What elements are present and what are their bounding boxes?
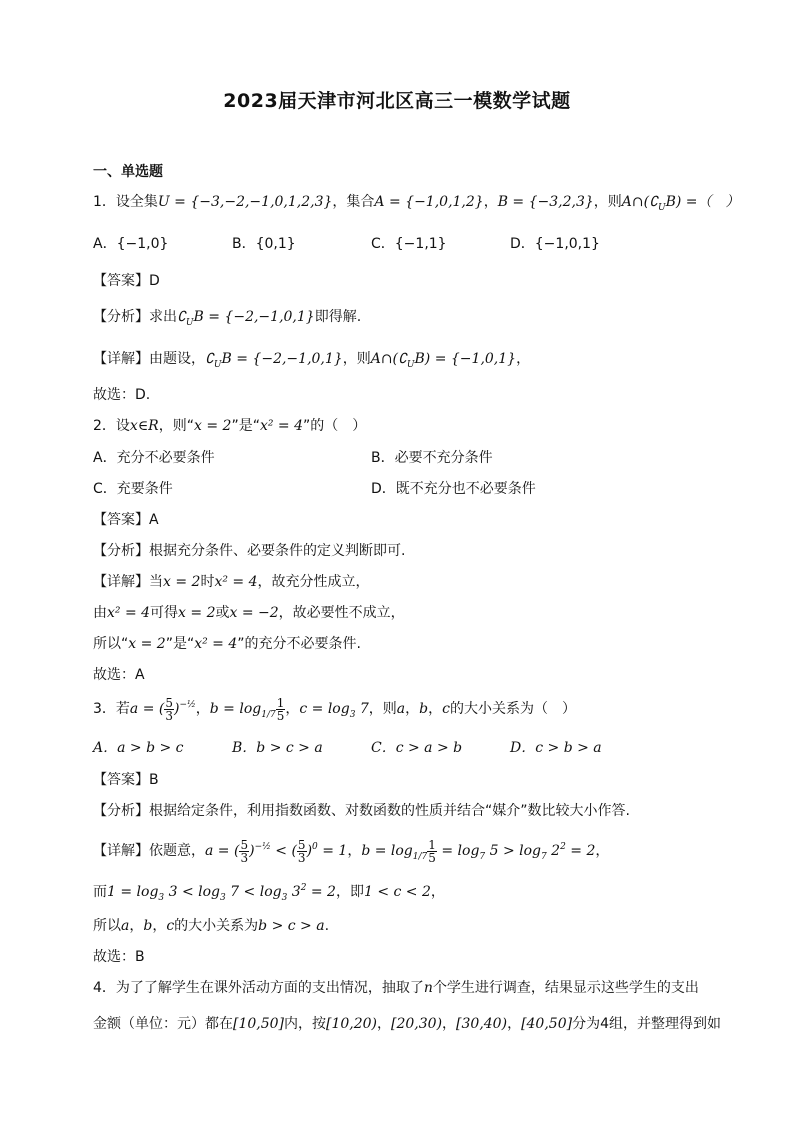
q1-analysis-math: ∁ — [177, 309, 186, 325]
q2-d2-c: 或 — [215, 605, 230, 621]
q3-d1-m6: b = log — [361, 843, 413, 859]
q1-analysis — [93, 308, 361, 332]
q3-d2-c: ， — [430, 884, 445, 900]
q3-c-base: 3 — [349, 710, 356, 720]
q4-line2-d: ， — [442, 1016, 457, 1032]
q2-d1-c: ，故充分性成立， — [257, 574, 370, 590]
q2-option-d: D．既不充分也不必要条件 — [371, 481, 536, 497]
q3-b-lhs: b = log — [209, 701, 262, 717]
q3-d1-a: 依题意， — [149, 843, 205, 859]
q2-conclusion: 故选：A — [93, 667, 145, 683]
q3-d1-n2: 5 — [297, 837, 306, 852]
q4-line1-m: n — [423, 980, 433, 996]
q4-line2-m4: [30,40) — [456, 1016, 508, 1032]
q1-set-a: A = {−1,0,1,2} — [374, 194, 484, 210]
q3-analysis-text: 根据给定条件，利用指数函数、对数函数的性质并结合“媒介”数比较大小作答. — [149, 803, 630, 819]
q3-d1-m10: = 2 — [565, 843, 596, 859]
q4-line2-m3: [20,30) — [391, 1016, 443, 1032]
section-heading: 一、单选题 — [93, 164, 163, 180]
q4-line2-b: 内，按 — [284, 1016, 327, 1032]
question-4-line-2 — [93, 1015, 721, 1033]
question-4-line-1 — [93, 979, 699, 997]
q3-d1-d2: 3 — [297, 850, 306, 865]
q3-d1-s2: 7 — [541, 852, 547, 862]
q3-d3-vc: c — [166, 918, 175, 934]
q1-stem-c: ，则 — [593, 194, 622, 210]
q2-d3-a: 所以“ — [93, 636, 129, 652]
q1-detail-m2: B = {−2,−1,0,1} — [221, 351, 343, 367]
q2-d2-m1: x² = 4 — [107, 605, 151, 621]
q3-a-lhs: a = ( — [129, 701, 165, 717]
q2-d1-b: 时 — [200, 574, 215, 590]
q3-d1-n1: 5 — [240, 837, 249, 852]
q4-line2-a: 金额（单位：元）都在 — [93, 1016, 233, 1032]
q3-d3-va: a — [121, 918, 130, 934]
q3-detail-line-3 — [93, 917, 329, 935]
q1-option-a: A．{−1,0} — [93, 236, 169, 252]
q3-option-a: A．a > b > c — [93, 740, 184, 756]
q3-d1-m3: < ( — [270, 843, 297, 859]
q1-stem-b: ，集合 — [332, 194, 375, 210]
detail-tag: 【详解】 — [93, 351, 149, 367]
q3-d1-m1: a = ( — [205, 843, 240, 859]
q3-detail-line-2 — [93, 879, 445, 907]
q3-conclusion: 故选：B — [93, 949, 145, 965]
q2-d1-a: 当 — [149, 574, 163, 590]
q3-a-rhs: ) — [174, 701, 180, 717]
q1-detail-a: 由题设， — [149, 351, 205, 367]
q3-b-base: 1/7 — [261, 710, 276, 720]
q2-m2: x = 2 — [194, 418, 232, 434]
q3-stem-b: ，则 — [368, 701, 397, 717]
q1-detail-m4: B) = {−1,0,1} — [414, 351, 517, 367]
q2-stem-d: ”的（ ） — [303, 418, 367, 434]
q4-line2-f: 分为4组，并整理得到如 — [572, 1016, 721, 1032]
q3-d1-frac3 — [427, 839, 437, 864]
q3-d2-m5: = 2 — [306, 884, 336, 900]
q1-detail-m3: A∩(∁ — [370, 351, 407, 367]
q1-detail-m1: ∁ — [205, 351, 214, 367]
q4-line2-m5: [40,50] — [521, 1016, 573, 1032]
q3-d1-m8: 5 > log — [485, 843, 541, 859]
q3-a-fraction — [164, 697, 174, 722]
q1-expr: A∩(∁ — [621, 194, 658, 210]
page-title: 2023届天津市河北区高三一模数学试题 — [223, 90, 571, 112]
q1-detail — [93, 350, 530, 374]
q3-var-a: a — [396, 701, 406, 717]
q4-line2-c: ， — [377, 1016, 392, 1032]
q3-d3-c1: ， — [129, 918, 144, 934]
q2-d2-d: ，故必要性不成立， — [278, 605, 405, 621]
q3-var-c: c — [442, 701, 450, 717]
q3-d1-e1: −½ — [254, 842, 271, 852]
q3-d2-e1: 2 — [300, 883, 307, 893]
q3-d1-m4: ) — [306, 843, 313, 859]
question-2-stem — [93, 417, 366, 435]
q3-d1-m2: ) — [249, 843, 255, 859]
detail-tag: 【详解】 — [93, 843, 149, 859]
q3-d1-frac1 — [239, 839, 249, 864]
q3-d2-m1: 1 = log — [107, 884, 159, 900]
analysis-tag: 【分析】 — [93, 803, 149, 819]
q2-option-b: B．必要不充分条件 — [371, 450, 493, 466]
q3-d1-e3: 2 — [560, 842, 566, 852]
q3-comma2: ， — [428, 701, 443, 717]
q3-d3-c: . — [324, 918, 330, 934]
q3-d2-m2: 3 < log — [164, 884, 220, 900]
q1-expr-end: B) =（ ） — [665, 194, 740, 210]
q2-d2-m3: x = −2 — [229, 605, 279, 621]
q3-d1-d3: 5 — [428, 850, 436, 865]
q3-sep1: ， — [195, 701, 210, 717]
q1-analysis-math2: B = {−2,−1,0,1} — [193, 309, 315, 325]
analysis-tag: 【分析】 — [93, 309, 149, 325]
q2-option-a: A．充分不必要条件 — [93, 450, 215, 466]
q1-conclusion: 故选：D. — [93, 387, 151, 403]
q3-sep2: ， — [285, 701, 300, 717]
q4-line1-b: 个学生进行调查，结果显示这些学生的支出 — [432, 980, 699, 996]
q2-d2-b: 可得 — [150, 605, 179, 621]
q3-d1-m5: = 1 — [317, 843, 348, 859]
q1-detail-c: ， — [516, 351, 531, 367]
q1-set-u: U = {−3,−2,−1,0,1,2,3} — [157, 194, 333, 210]
detail-tag: 【详解】 — [93, 574, 149, 590]
q2-option-c: C．充要条件 — [93, 481, 173, 497]
q3-d3-b: 的大小关系为 — [174, 918, 259, 934]
q3-detail-line-1 — [93, 834, 609, 870]
q1-analysis-sub: U — [185, 318, 194, 328]
q2-detail-line-3 — [93, 635, 361, 653]
q2-d3-c: ”的充分不必要条件. — [237, 636, 361, 652]
q3-d1-d1: 3 — [240, 850, 249, 865]
q2-d1-m2: x² = 4 — [214, 574, 258, 590]
q2-analysis — [93, 542, 405, 560]
q4-line2-m1: [10,50] — [233, 1016, 285, 1032]
q1-option-b: B．{0,1} — [232, 236, 296, 252]
q2-answer: 【答案】A — [93, 512, 159, 528]
q1-analysis-end: 即得解. — [314, 309, 362, 325]
q1-detail-sub2: U — [406, 360, 415, 370]
q1-option-c: C．{−1,1} — [371, 236, 447, 252]
q1-detail-sub1: U — [213, 360, 222, 370]
q2-d3-m1: x = 2 — [128, 636, 166, 652]
q4-line2-m2: [10,20) — [326, 1016, 378, 1032]
q4-line2-e: ， — [507, 1016, 522, 1032]
q3-stem-c: 的大小关系为（ ） — [449, 701, 576, 717]
question-3-stem — [93, 692, 576, 728]
q3-d2-m4: 3 — [287, 884, 301, 900]
q3-d3-c2: ， — [152, 918, 167, 934]
q3-d1-s1: 7 — [479, 852, 486, 862]
q3-option-d: D．c > b > a — [510, 740, 602, 756]
q3-d2-b: ，即 — [335, 884, 364, 900]
q3-d2-s3: 3 — [281, 893, 288, 903]
q3-d2-s2: 3 — [220, 893, 226, 903]
q4-line1-a: 4．为了了解学生在课外活动方面的支出情况，抽取了 — [93, 980, 424, 996]
q3-d3-a: 所以 — [93, 918, 121, 934]
q3-d3-vb: b — [143, 918, 153, 934]
q3-answer: 【答案】B — [93, 772, 159, 788]
q2-m1: x∈R — [129, 418, 159, 434]
q3-b-num: 1 — [276, 695, 285, 710]
q2-stem-b: ，则“ — [158, 418, 194, 434]
q1-option-d: D．{−1,0,1} — [510, 236, 600, 252]
q2-d2-a: 由 — [93, 605, 107, 621]
q2-detail-line-2 — [93, 604, 405, 622]
q3-a-den: 3 — [165, 708, 174, 723]
q1-expr-sub: U — [658, 203, 666, 213]
q3-analysis — [93, 802, 630, 820]
q3-a-exp: −½ — [179, 700, 196, 710]
q3-d1-e2: 0 — [312, 842, 318, 852]
q3-d2-m3: 7 < log — [225, 884, 282, 900]
q2-stem-c: ”是“ — [231, 418, 260, 434]
q2-m3: x² = 4 — [259, 418, 303, 434]
q1-analysis-text: 求出 — [149, 309, 177, 325]
analysis-tag: 【分析】 — [93, 543, 149, 559]
q1-stem-a: 1．设全集 — [93, 194, 158, 210]
q2-d2-m2: x = 2 — [178, 605, 216, 621]
q1-set-b: B = {−3,2,3} — [497, 194, 594, 210]
q2-detail-line-1 — [93, 573, 369, 591]
q3-a-num: 5 — [165, 695, 174, 710]
q3-c-expr: c = log — [299, 701, 350, 717]
q3-c-arg: 7 — [355, 701, 369, 717]
q3-d1-base: 1/7 — [412, 852, 428, 862]
q3-d2-m6: 1 < c < 2 — [363, 884, 431, 900]
q3-option-c: C．c > a > b — [371, 740, 463, 756]
q3-d2-s1: 3 — [158, 893, 165, 903]
q3-d2-a: 而 — [93, 884, 107, 900]
q1-answer: 【答案】D — [93, 273, 160, 289]
q2-analysis-text: 根据充分条件、必要条件的定义判断即可. — [149, 543, 406, 559]
q3-d1-c: ， — [595, 843, 610, 859]
q3-option-b: B．b > c > a — [232, 740, 323, 756]
q3-b-den: 5 — [276, 708, 285, 723]
q2-d3-m2: x² = 4 — [194, 636, 238, 652]
q3-comma1: ， — [405, 701, 420, 717]
q2-d1-m1: x = 2 — [163, 574, 201, 590]
q3-var-b: b — [419, 701, 429, 717]
q1-detail-b: ，则 — [342, 351, 371, 367]
q3-d1-frac2 — [297, 839, 307, 864]
q3-d1-b: ， — [347, 843, 362, 859]
q3-d1-m9: 2 — [546, 843, 561, 859]
q3-d1-n3: 1 — [428, 837, 436, 852]
q3-d1-m7: = log — [436, 843, 480, 859]
q2-stem-a: 2．设 — [93, 418, 130, 434]
q1-sep: ， — [483, 194, 498, 210]
q3-d3-m: b > c > a — [258, 918, 325, 934]
q2-d3-b: ”是“ — [165, 636, 195, 652]
q3-b-fraction — [276, 697, 286, 722]
question-1-stem — [93, 193, 740, 217]
q3-stem-a: 3．若 — [93, 701, 130, 717]
